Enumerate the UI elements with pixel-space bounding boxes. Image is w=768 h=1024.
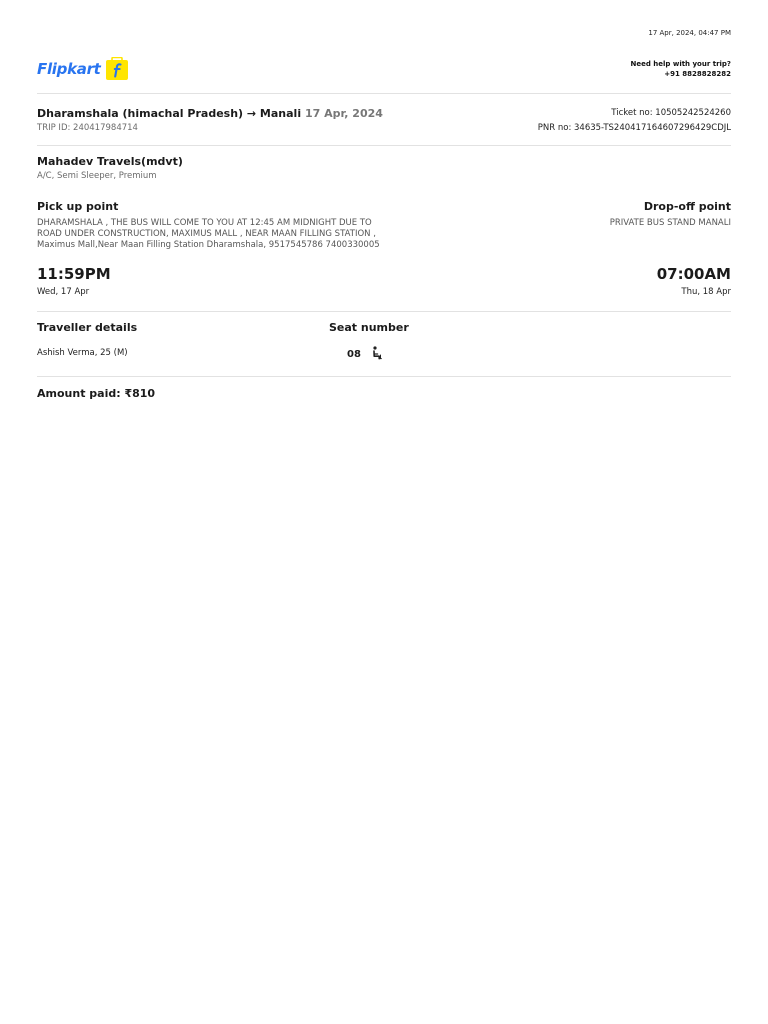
seat-number: 08 [347, 349, 361, 360]
departure-date: Wed, 17 Apr [37, 287, 90, 297]
flipkart-bag-icon [105, 57, 129, 81]
traveller-heading: Traveller details [37, 321, 138, 334]
arrival-date: Thu, 18 Apr [681, 287, 731, 297]
pickup-address: DHARAMSHALA , THE BUS WILL COME TO YOU AT 12:45 AM MIDNIGHT DUE TO ROAD UNDER CONSTRUCTION, MAXIMUS MALL , NEAR MAAN FILLING STATION , Maximus Mall,Near Maan Filling Station Dharamshala, 9517545786 7400330005 [37, 218, 380, 250]
trip-id: TRIP ID: 240417984714 [37, 123, 138, 133]
pickup-heading: Pick up point [37, 200, 119, 213]
help-info [630, 59, 731, 79]
divider [37, 376, 731, 377]
dropoff-address: PRIVATE BUS STAND MANALI [609, 218, 731, 228]
seat-icon [371, 346, 383, 360]
seat-heading: Seat number [329, 321, 409, 334]
journey-date: 17 Apr, 2024 [304, 107, 383, 120]
divider [37, 93, 731, 94]
flipkart-logo[interactable] [37, 56, 129, 82]
help-line: Need help with your trip? [630, 60, 731, 68]
route-title [37, 107, 383, 120]
bus-type: A/C, Semi Sleeper, Premium [37, 171, 157, 181]
divider [37, 145, 731, 146]
ticket-number: Ticket no: 10505242524260 [611, 108, 731, 118]
print-timestamp: 17 Apr, 2024, 04:47 PM [648, 29, 731, 37]
amount-paid: Amount paid: ₹810 [37, 387, 156, 400]
route-text: Dharamshala (himachal Pradesh) → Manali [37, 107, 302, 120]
header [37, 56, 731, 82]
help-phone[interactable]: +91 8828828282 [664, 70, 731, 78]
dropoff-heading: Drop-off point [643, 200, 731, 213]
departure-time: 11:59PM [37, 265, 111, 283]
pnr-number: PNR no: 34635-TS240417164607296429CDJL [537, 123, 731, 133]
divider [37, 311, 731, 312]
traveller-name: Ashish Verma, 25 (M) [37, 348, 128, 358]
operator-name: Mahadev Travels(mdvt) [37, 155, 183, 168]
arrival-time: 07:00AM [656, 265, 731, 283]
logo-text: Flipkart [37, 60, 101, 78]
